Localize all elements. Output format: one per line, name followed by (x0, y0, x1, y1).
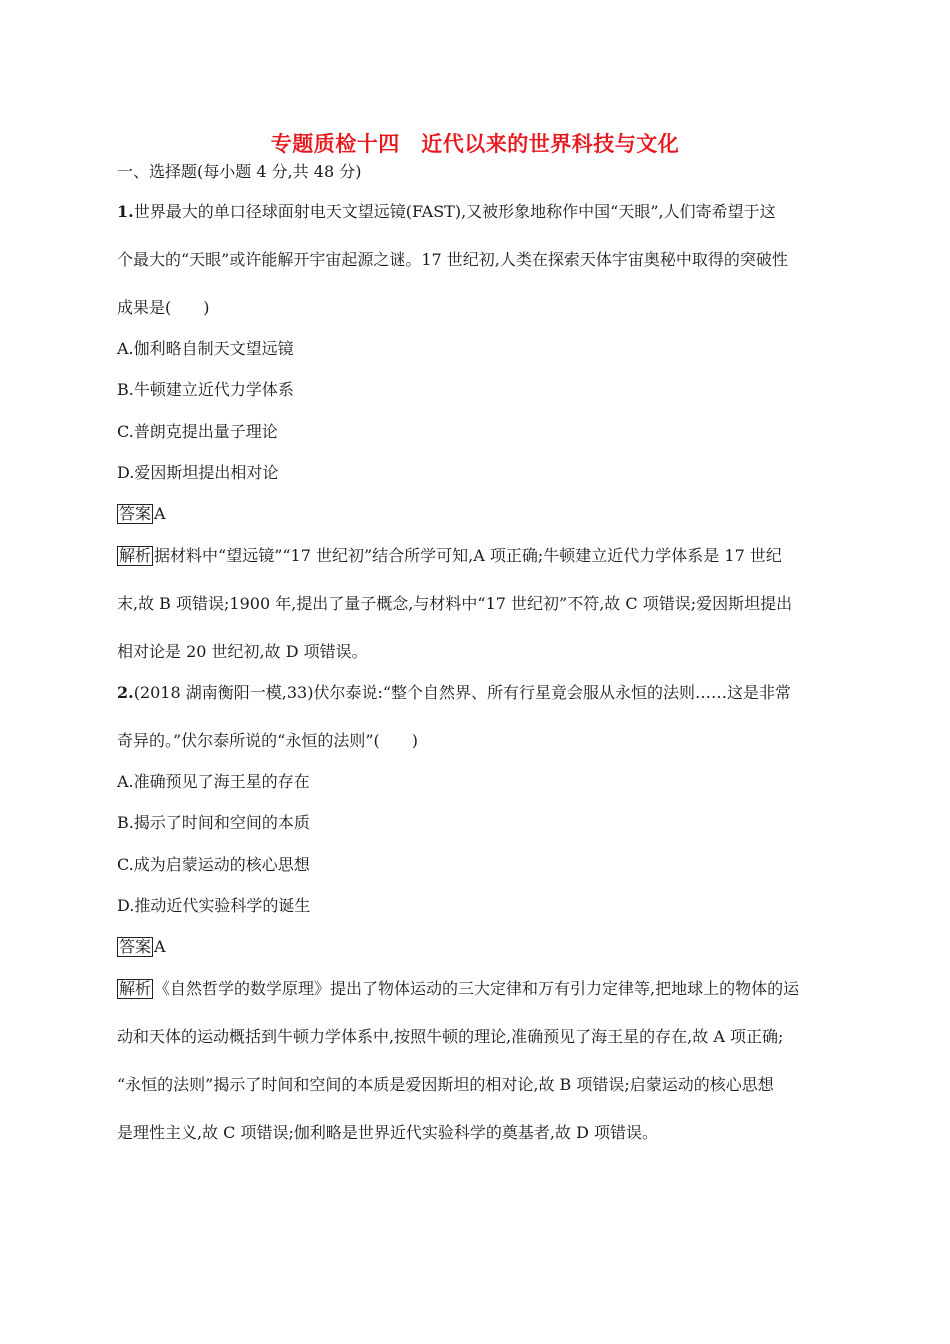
question-1-stem-line-2: 个最大的“天眼”或许能解开宇宙起源之谜。17 世纪初,人类在探索天体宇宙奥秘中取得的突破性 (117, 250, 788, 269)
question-1-analysis-line-2: 末,故 B 项错误;1900 年,提出了量子概念,与材料中“17 世纪初”不符,故 C 项错误;爱因斯坦提出 (117, 594, 793, 613)
question-text: (2018 湖南衡阳一模,33)伏尔泰说:“整个自然界、所有行星竟会服从永恒的法则……这是非常 (133, 683, 792, 702)
page-title: 专题质检十四 近代以来的世界科技与文化 (270, 132, 680, 156)
answer-label: 答案 (119, 504, 152, 523)
analysis-label: 解析 (119, 979, 152, 998)
question-2-stem-line-1 (117, 683, 791, 703)
question-1-option-b: B.牛顿建立近代力学体系 (117, 380, 294, 399)
question-1-option-c: C.普朗克提出量子理论 (117, 422, 278, 441)
question-1-option-d: D.爱因斯坦提出相对论 (117, 463, 279, 482)
answer-label: 答案 (119, 937, 152, 956)
question-1-analysis-line-1 (117, 546, 782, 566)
section-header: 一、选择题(每小题 4 分,共 48 分) (117, 162, 362, 181)
question-2-option-b: B.揭示了时间和空间的本质 (117, 813, 310, 832)
analysis-text: 《自然哲学的数学原理》提出了物体运动的三大定律和万有引力定律等,把地球上的物体的运 (154, 979, 800, 998)
question-1-stem-line-3: 成果是( ) (117, 298, 210, 317)
question-2-analysis-line-3: “永恒的法则”揭示了时间和空间的本质是爱因斯坦的相对论,故 B 项错误;启蒙运动的核心思想 (117, 1075, 774, 1094)
answer-value: A (154, 504, 166, 523)
question-2-analysis-line-2: 动和天体的运动概括到牛顿力学体系中,按照牛顿的理论,准确预见了海王星的存在,故 A 项正确; (117, 1027, 784, 1046)
question-1-answer (117, 504, 166, 524)
question-2-stem-line-2: 奇异的。”伏尔泰所说的“永恒的法则”( ) (117, 731, 419, 750)
question-1-stem-line-1 (117, 202, 776, 222)
question-2-option-d: D.推动近代实验科学的诞生 (117, 896, 311, 915)
question-2-analysis-line-1 (117, 979, 799, 999)
analysis-label: 解析 (119, 546, 152, 565)
answer-value: A (154, 937, 166, 956)
question-1-option-a: A.伽利略自制天文望远镜 (117, 339, 294, 358)
question-2-option-a: A.准确预见了海王星的存在 (117, 772, 310, 791)
question-2-option-c: C.成为启蒙运动的核心思想 (117, 855, 310, 874)
question-number: 1. (117, 202, 134, 221)
question-2-analysis-line-4: 是理性主义,故 C 项错误;伽利略是世界近代实验科学的奠基者,故 D 项错误。 (117, 1123, 658, 1142)
question-1-analysis-line-3: 相对论是 20 世纪初,故 D 项错误。 (117, 642, 368, 661)
analysis-text: 据材料中“望远镜”“17 世纪初”结合所学可知,A 项正确;牛顿建立近代力学体系是 17 世纪 (154, 546, 782, 565)
question-number: 2. (117, 683, 134, 702)
question-text: 世界最大的单口径球面射电天文望远镜(FAST),又被形象地称作中国“天眼”,人们寄希望于这 (133, 202, 776, 221)
question-2-answer (117, 937, 166, 957)
